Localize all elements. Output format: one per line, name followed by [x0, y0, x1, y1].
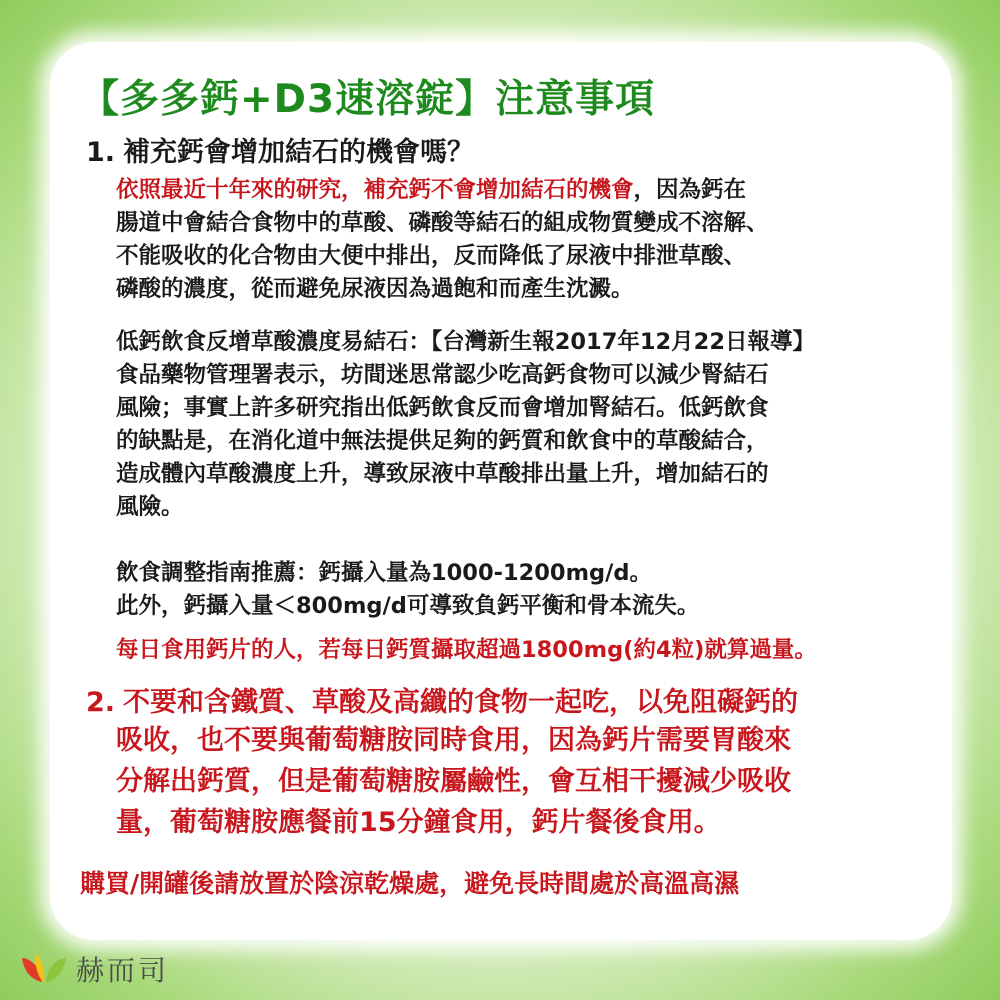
- news-line: 食品藥物管理署表示，坊間迷思常認少吃高鈣食物可以減少腎結石: [116, 362, 769, 388]
- question-2-text: 不要和含鐵質、草酸及高纖的食物一起吃，以免阻礙鈣的: [123, 687, 799, 718]
- answer-1-research: [116, 174, 916, 306]
- leaf-logo-icon: [18, 952, 70, 986]
- news-line: 風險；事實上許多研究指出低鈣飲食反而會增加腎結石。低鈣飲食: [116, 395, 769, 421]
- brand-footer: [18, 950, 169, 988]
- answer-1-line-3: 不能吸收的化合物由大便中排出，反而降低了尿液中排泄草酸、: [116, 243, 747, 269]
- question-1-number: 1.: [86, 137, 116, 168]
- guideline-line: 飲食調整指南推薦：鈣攝入量為1000-1200mg/d。: [116, 560, 652, 586]
- storage-notice: 購買/開罐後請放置於陰涼乾燥處，避免長時間處於高溫高濕: [80, 869, 740, 898]
- question-2: [86, 680, 798, 719]
- question-2-line: 吸收，也不要與葡萄糖胺同時食用，因為鈣片需要胃酸來: [116, 725, 791, 756]
- question-2-line: 分解出鈣質，但是葡萄糖胺屬鹼性，會互相干擾減少吸收: [116, 766, 791, 797]
- answer-1-highlight: 依照最近十年來的研究，補充鈣不會增加結石的機會: [116, 177, 634, 203]
- answer-1-line-4: 磷酸的濃度，從而避免尿液因為過飽和而產生沈澱。: [116, 276, 634, 302]
- page-title: 【多多鈣+D3速溶錠】注意事項: [80, 77, 656, 122]
- answer-1-guideline: [116, 557, 916, 623]
- answer-1-news-report: [116, 326, 916, 524]
- question-2-number: 2.: [86, 687, 116, 718]
- answer-1-line-1: [116, 174, 916, 207]
- overdose-warning: [116, 634, 916, 667]
- question-1-text: 補充鈣會增加結石的機會嗎？: [123, 137, 475, 168]
- question-1: [86, 130, 474, 169]
- news-line: 風險。: [116, 494, 184, 520]
- news-line: 造成體內草酸濃度上升，導致尿液中草酸排出量上升，增加結石的: [116, 461, 769, 487]
- question-2-body: [116, 720, 791, 843]
- question-2-line: 量，葡萄糖胺應餐前15分鐘食用，鈣片餐後食用。: [116, 807, 721, 838]
- answer-1-line-2: 腸道中會結合食物中的草酸、磷酸等結石的組成物質變成不溶解、: [116, 210, 769, 236]
- guideline-line: 此外，鈣攝入量＜800mg/d可導致負鈣平衡和骨本流失。: [116, 593, 700, 619]
- answer-1-line-1-rest: ，因為鈣在: [633, 177, 747, 203]
- overdose-warning-text: 每日食用鈣片的人，若每日鈣質攝取超過1800mg(約4粒)就算過量。: [116, 637, 817, 663]
- news-line: 低鈣飲食反增草酸濃度易結石：【台灣新生報2017年12月22日報導】: [116, 329, 815, 355]
- brand-name: 赫而司: [76, 954, 170, 987]
- news-line: 的缺點是，在消化道中無法提供足夠的鈣質和飲食中的草酸結合，: [116, 428, 769, 454]
